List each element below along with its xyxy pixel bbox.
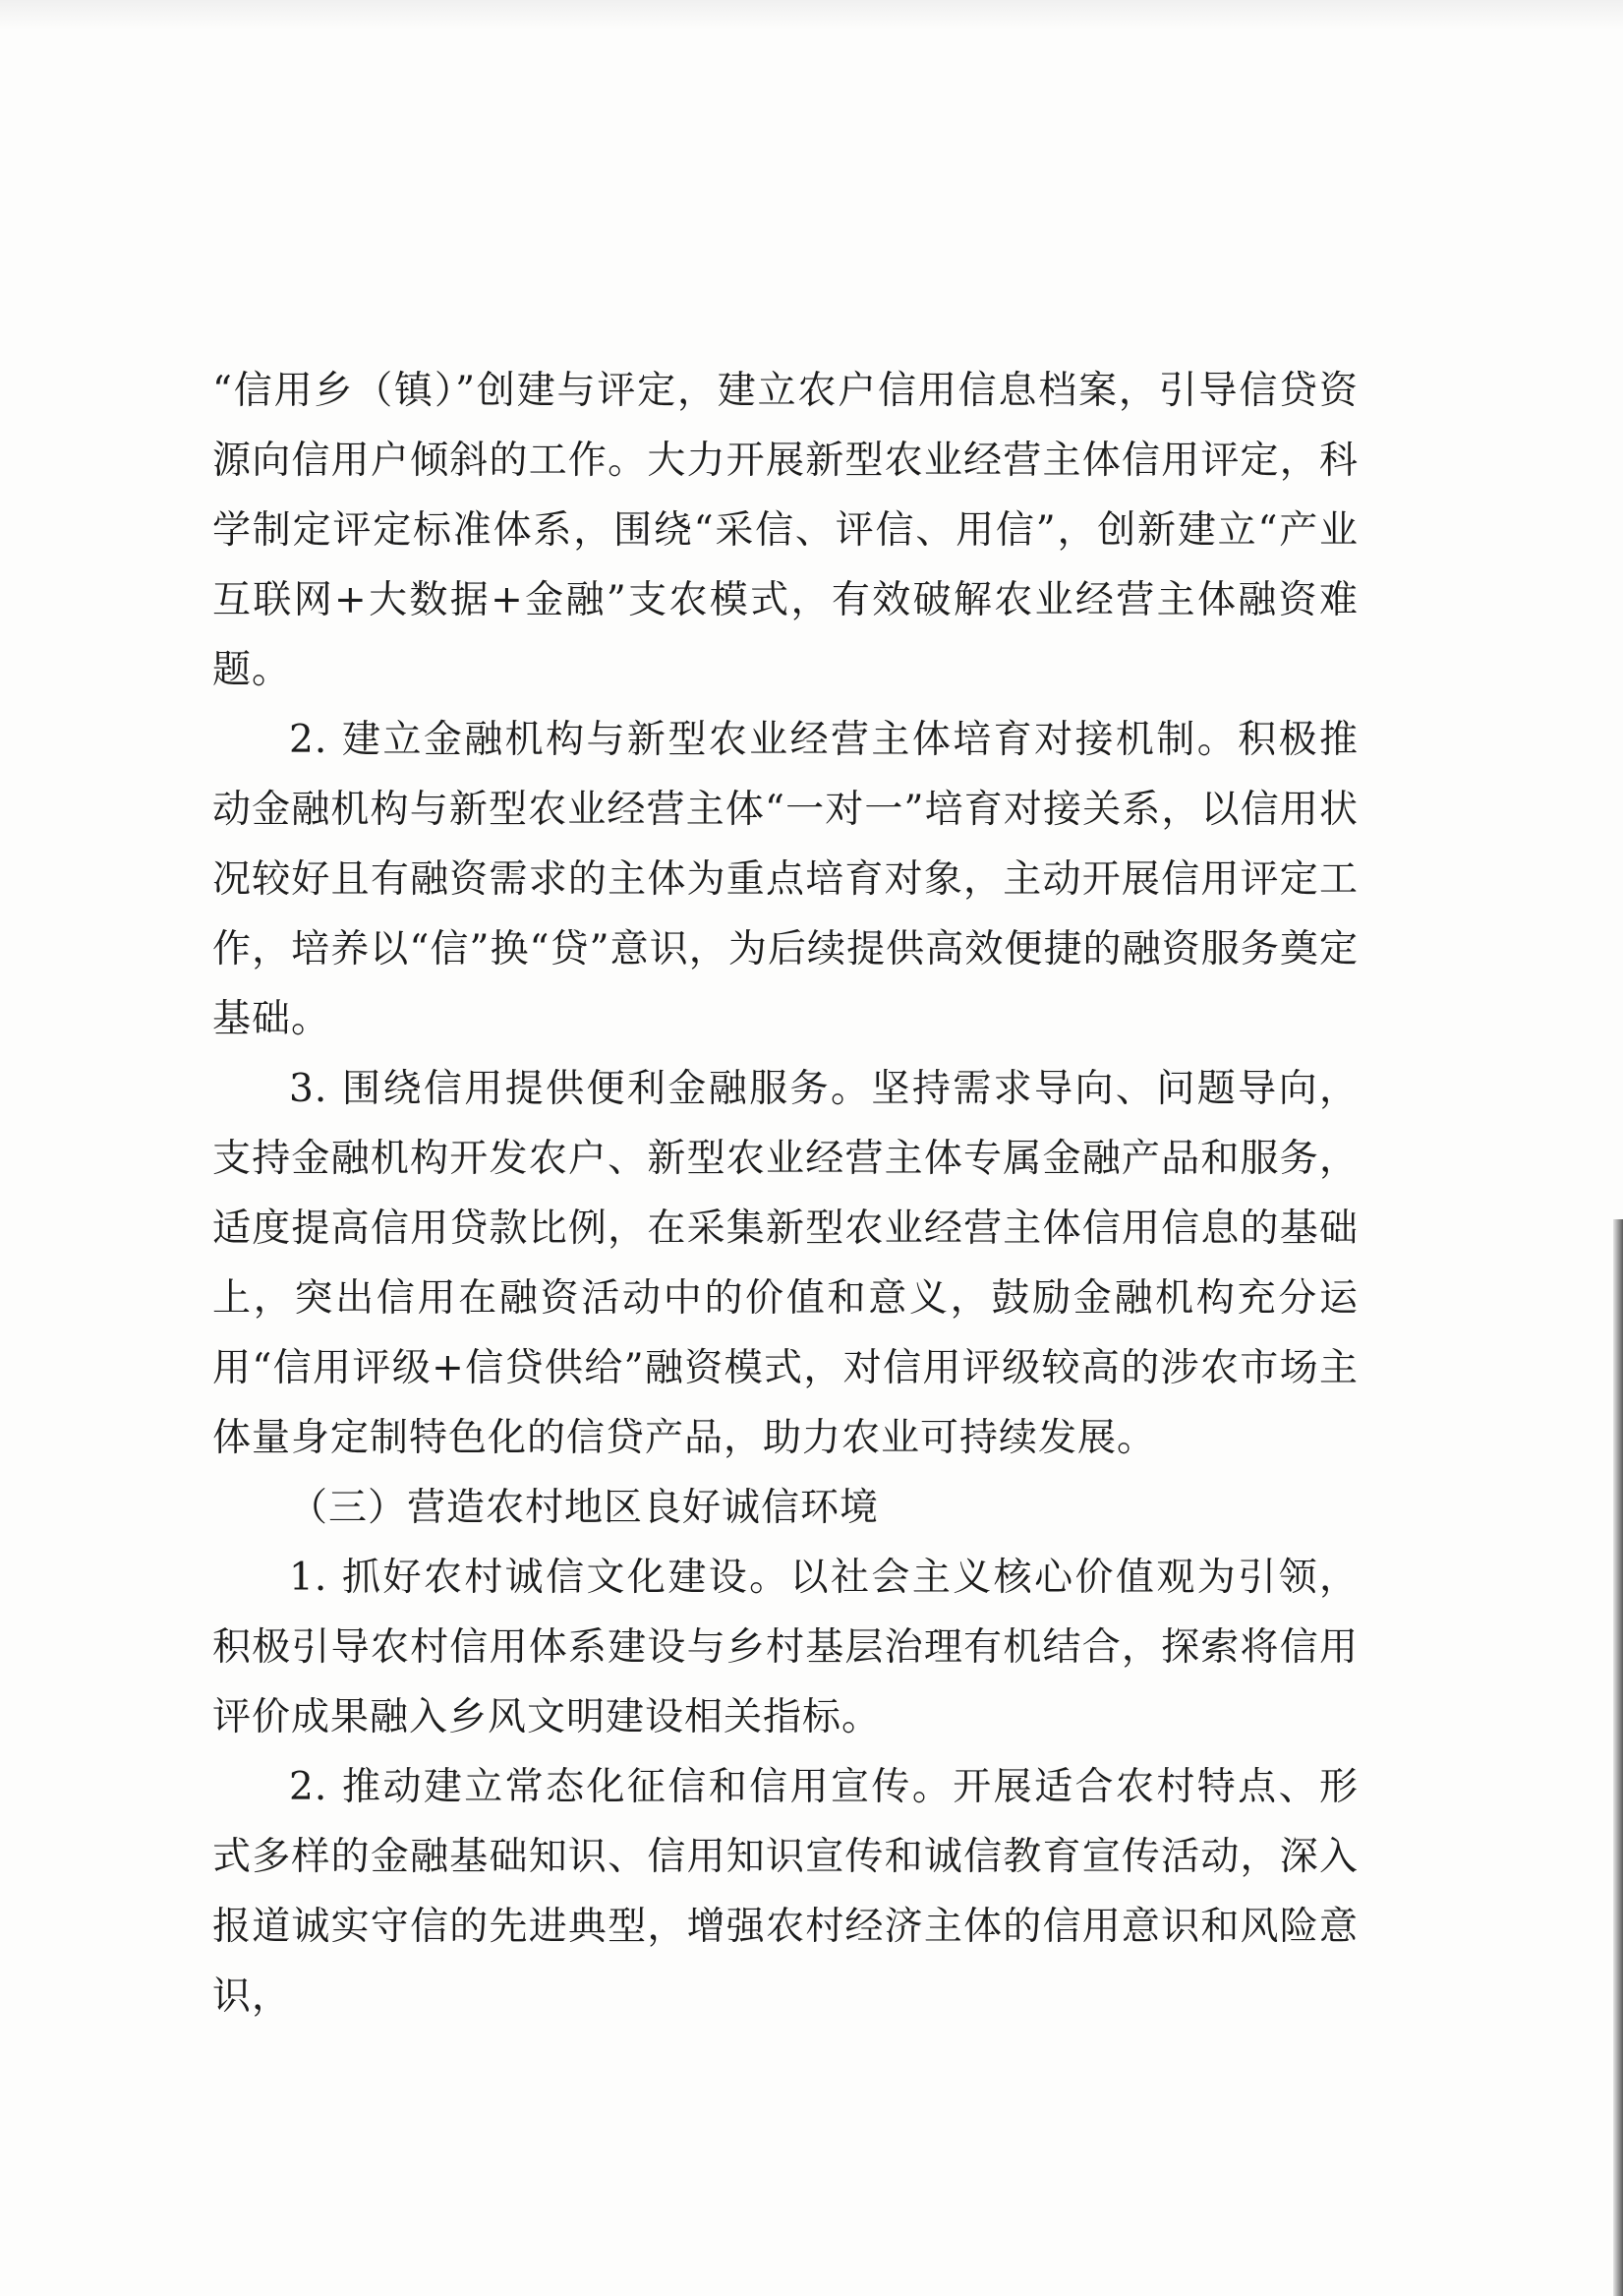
section-paragraph-2: 2. 推动建立常态化征信和信用宣传。开展适合农村特点、形式多样的金融基础知识、信用知识宣传和诚信教育宣传活动，深入报道诚实守信的先进典型，增强农村经济主体的信用意识和风险意识，	[212, 1765, 1359, 2019]
document-body	[212, 356, 1359, 2031]
scan-shadow-right	[1613, 1219, 1623, 2296]
scan-shadow-top	[0, 0, 1623, 29]
paragraph-continued: “信用乡（镇）”创建与评定，建立农户信用信息档案，引导信贷资源向信用户倾斜的工作。大力开展新型农业经营主体信用评定，科学制定评定标准体系，围绕“采信、评信、用信”，创新建立“产业互联网+大数据+金融”支农模式，有效破解农业经营主体融资难题。	[212, 369, 1359, 692]
paragraph-item-3: 3. 围绕信用提供便利金融服务。坚持需求导向、问题导向，支持金融机构开发农户、新型农业经营主体专属金融产品和服务，适度提高信用贷款比例，在采集新型农业经营主体信用信息的基础上，突出信用在融资活动中的价值和意义，鼓励金融机构充分运用“信用评级+信贷供给”融资模式，对信用评级较高的涉农市场主体量身定制特色化的信贷产品，助力农业可持续发展。	[212, 1067, 1359, 1460]
section-heading: （三）营造农村地区良好诚信环境	[289, 1486, 880, 1530]
paragraph-item-2: 2. 建立金融机构与新型农业经营主体培育对接机制。积极推动金融机构与新型农业经营主体“一对一”培育对接关系，以信用状况较好且有融资需求的主体为重点培育对象，主动开展信用评定工作，培养以“信”换“贷”意识，为后续提供高效便捷的融资服务奠定基础。	[212, 718, 1359, 1041]
section-paragraph-1: 1. 抓好农村诚信文化建设。以社会主义核心价值观为引领，积极引导农村信用体系建设与乡村基层治理有机结合，探索将信用评价成果融入乡风文明建设相关指标。	[212, 1556, 1359, 1739]
